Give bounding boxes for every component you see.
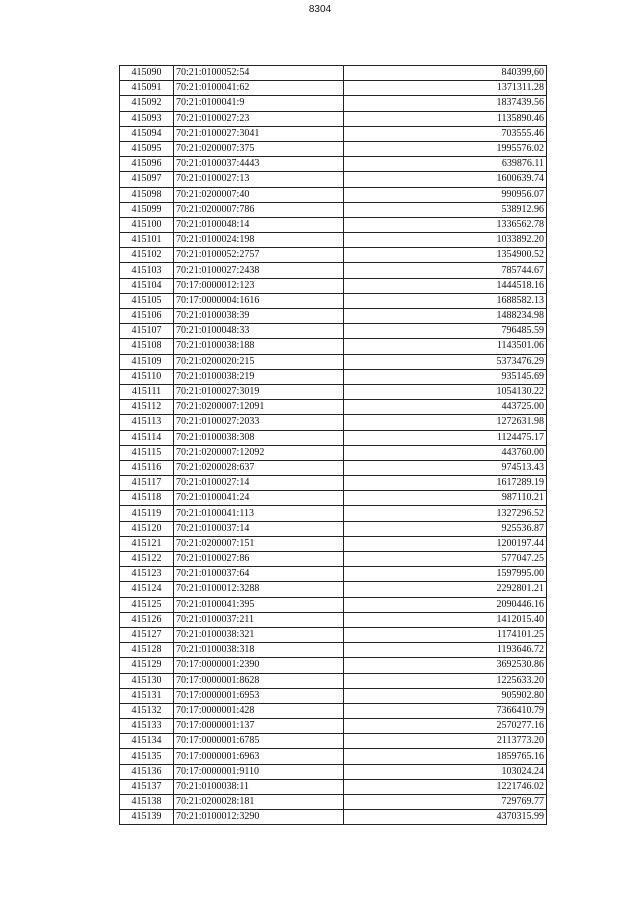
cadastral-value-cell: 935145.69 [344, 369, 547, 384]
table-row [120, 567, 547, 582]
row-id-cell: 415119 [120, 506, 174, 521]
table-row [120, 552, 547, 567]
table-row [120, 233, 547, 248]
row-id-cell: 415090 [120, 66, 174, 81]
table-row [120, 734, 547, 749]
cadastral-value-cell: 905902.80 [344, 688, 547, 703]
cadastral-number-cell: 70:21:0100027:2033 [174, 415, 344, 430]
cadastral-number-cell: 70:21:0100041:395 [174, 597, 344, 612]
cadastral-value-cell: 1272631.98 [344, 415, 547, 430]
table-row [120, 536, 547, 551]
cadastral-value-cell: 1600639.74 [344, 172, 547, 187]
row-id-cell: 415105 [120, 293, 174, 308]
table-row [120, 476, 547, 491]
table-row [120, 749, 547, 764]
row-id-cell: 415103 [120, 263, 174, 278]
cadastral-value-cell: 5373476.29 [344, 354, 547, 369]
cadastral-number-cell: 70:21:0100037:14 [174, 521, 344, 536]
cadastral-value-cell: 1444518.16 [344, 278, 547, 293]
cadastral-number-cell: 70:21:0200007:12092 [174, 445, 344, 460]
row-id-cell: 415122 [120, 552, 174, 567]
cadastral-number-cell: 70:21:0100027:2438 [174, 263, 344, 278]
cadastral-value-cell: 1135890.46 [344, 111, 547, 126]
table-row [120, 172, 547, 187]
cadastral-value-cell: 7366410.79 [344, 703, 547, 718]
cadastral-number-cell: 70:21:0100038:39 [174, 309, 344, 324]
row-id-cell: 415100 [120, 217, 174, 232]
cadastral-number-cell: 70:17:0000001:2390 [174, 658, 344, 673]
row-id-cell: 415125 [120, 597, 174, 612]
table-body [120, 66, 547, 825]
cadastral-number-cell: 70:21:0200028:637 [174, 460, 344, 475]
cadastral-number-cell: 70:21:0100052:54 [174, 66, 344, 81]
cadastral-number-cell: 70:21:0200007:786 [174, 202, 344, 217]
cadastral-value-cell: 443725.00 [344, 400, 547, 415]
cadastral-value-cell: 2113773.20 [344, 734, 547, 749]
row-id-cell: 415133 [120, 719, 174, 734]
row-id-cell: 415135 [120, 749, 174, 764]
cadastral-value-cell: 1124475.17 [344, 430, 547, 445]
cadastral-value-cell: 925536.87 [344, 521, 547, 536]
cadastral-value-cell: 1200197.44 [344, 536, 547, 551]
cadastral-value-cell: 1995576.02 [344, 141, 547, 156]
cadastral-number-cell: 70:21:0200007:12091 [174, 400, 344, 415]
cadastral-number-cell: 70:21:0100037:211 [174, 612, 344, 627]
row-id-cell: 415111 [120, 384, 174, 399]
cadastral-number-cell: 70:21:0100041:62 [174, 81, 344, 96]
table-row [120, 187, 547, 202]
table-row [120, 66, 547, 81]
row-id-cell: 415115 [120, 445, 174, 460]
row-id-cell: 415108 [120, 339, 174, 354]
cadastral-value-cell: 796485.59 [344, 324, 547, 339]
cadastral-value-cell: 1488234.98 [344, 309, 547, 324]
table-row [120, 415, 547, 430]
cadastral-number-cell: 70:21:0200028:181 [174, 795, 344, 810]
cadastral-number-cell: 70:17:0000012:123 [174, 278, 344, 293]
cadastral-number-cell: 70:21:0100038:321 [174, 627, 344, 642]
cadastral-number-cell: 70:21:0100038:188 [174, 339, 344, 354]
row-id-cell: 415120 [120, 521, 174, 536]
table-row [120, 445, 547, 460]
cadastral-value-cell: 1327296.52 [344, 506, 547, 521]
row-id-cell: 415098 [120, 187, 174, 202]
row-id-cell: 415093 [120, 111, 174, 126]
cadastral-value-cell: 577047.25 [344, 552, 547, 567]
cadastral-number-cell: 70:17:0000004:1616 [174, 293, 344, 308]
row-id-cell: 415094 [120, 126, 174, 141]
row-id-cell: 415130 [120, 673, 174, 688]
cadastral-value-cell: 1354900.52 [344, 248, 547, 263]
table-row [120, 369, 547, 384]
table-row [120, 96, 547, 111]
table-row [120, 673, 547, 688]
cadastral-value-cell: 1193646.72 [344, 643, 547, 658]
table-row [120, 157, 547, 172]
cadastral-number-cell: 70:21:0100027:3041 [174, 126, 344, 141]
table-row [120, 612, 547, 627]
table-row [120, 506, 547, 521]
table-row [120, 688, 547, 703]
cadastral-number-cell: 70:21:0200007:151 [174, 536, 344, 551]
cadastral-number-cell: 70:17:0000001:428 [174, 703, 344, 718]
cadastral-value-cell: 1688582.13 [344, 293, 547, 308]
cadastral-value-cell: 538912.96 [344, 202, 547, 217]
row-id-cell: 415117 [120, 476, 174, 491]
row-id-cell: 415113 [120, 415, 174, 430]
table-row [120, 597, 547, 612]
cadastral-number-cell: 70:21:0100048:33 [174, 324, 344, 339]
cadastral-value-cell: 729769.77 [344, 795, 547, 810]
row-id-cell: 415112 [120, 400, 174, 415]
row-id-cell: 415138 [120, 795, 174, 810]
row-id-cell: 415123 [120, 567, 174, 582]
table-row [120, 354, 547, 369]
cadastral-value-cell: 1221746.02 [344, 779, 547, 794]
cadastral-value-table [119, 65, 547, 825]
row-id-cell: 415106 [120, 309, 174, 324]
row-id-cell: 415124 [120, 582, 174, 597]
cadastral-value-cell: 2090446.16 [344, 597, 547, 612]
row-id-cell: 415109 [120, 354, 174, 369]
cadastral-number-cell: 70:21:0100041:9 [174, 96, 344, 111]
row-id-cell: 415121 [120, 536, 174, 551]
cadastral-number-cell: 70:21:0100024:198 [174, 233, 344, 248]
cadastral-number-cell: 70:21:0100012:3290 [174, 810, 344, 825]
table-row [120, 400, 547, 415]
row-id-cell: 415128 [120, 643, 174, 658]
row-id-cell: 415137 [120, 779, 174, 794]
cadastral-value-cell: 1174101.25 [344, 627, 547, 642]
table-row [120, 202, 547, 217]
cadastral-number-cell: 70:21:0100041:113 [174, 506, 344, 521]
row-id-cell: 415131 [120, 688, 174, 703]
cadastral-value-cell: 1054130.22 [344, 384, 547, 399]
cadastral-value-cell: 1837439.56 [344, 96, 547, 111]
cadastral-value-cell: 1617289.19 [344, 476, 547, 491]
table-row [120, 719, 547, 734]
cadastral-value-cell: 2292801.21 [344, 582, 547, 597]
cadastral-value-cell: 1225633.20 [344, 673, 547, 688]
cadastral-number-cell: 70:17:0000001:137 [174, 719, 344, 734]
cadastral-value-cell: 103024.24 [344, 764, 547, 779]
cadastral-number-cell: 70:21:0100037:64 [174, 567, 344, 582]
table-row [120, 643, 547, 658]
cadastral-number-cell: 70:21:0100038:11 [174, 779, 344, 794]
row-id-cell: 415104 [120, 278, 174, 293]
cadastral-value-cell: 1859765.16 [344, 749, 547, 764]
table-row [120, 324, 547, 339]
cadastral-number-cell: 70:17:0000001:8628 [174, 673, 344, 688]
table-row [120, 141, 547, 156]
table-row [120, 248, 547, 263]
cadastral-value-cell: 1371311.28 [344, 81, 547, 96]
cadastral-value-cell: 703555.46 [344, 126, 547, 141]
cadastral-number-cell: 70:21:0100027:13 [174, 172, 344, 187]
row-id-cell: 415114 [120, 430, 174, 445]
table-row [120, 810, 547, 825]
cadastral-value-cell: 840399,60 [344, 66, 547, 81]
table-row [120, 491, 547, 506]
row-id-cell: 415096 [120, 157, 174, 172]
cadastral-number-cell: 70:21:0100027:3019 [174, 384, 344, 399]
table-row [120, 278, 547, 293]
cadastral-number-cell: 70:21:0100038:318 [174, 643, 344, 658]
cadastral-number-cell: 70:21:0100027:23 [174, 111, 344, 126]
row-id-cell: 415101 [120, 233, 174, 248]
cadastral-number-cell: 70:21:0200007:375 [174, 141, 344, 156]
row-id-cell: 415132 [120, 703, 174, 718]
table-row [120, 293, 547, 308]
cadastral-number-cell: 70:17:0000001:9110 [174, 764, 344, 779]
cadastral-number-cell: 70:21:0100012:3288 [174, 582, 344, 597]
table-row [120, 126, 547, 141]
cadastral-value-cell: 639876.11 [344, 157, 547, 172]
cadastral-number-cell: 70:21:0200020:215 [174, 354, 344, 369]
cadastral-number-cell: 70:17:0000001:6785 [174, 734, 344, 749]
cadastral-value-cell: 443760.00 [344, 445, 547, 460]
table-row [120, 658, 547, 673]
row-id-cell: 415136 [120, 764, 174, 779]
table-row [120, 703, 547, 718]
row-id-cell: 415139 [120, 810, 174, 825]
table-row [120, 521, 547, 536]
cadastral-value-cell: 2570277.16 [344, 719, 547, 734]
cadastral-number-cell: 70:17:0000001:6963 [174, 749, 344, 764]
table-row [120, 430, 547, 445]
cadastral-number-cell: 70:21:0100027:14 [174, 476, 344, 491]
table-row [120, 779, 547, 794]
row-id-cell: 415118 [120, 491, 174, 506]
cadastral-value-cell: 990956.07 [344, 187, 547, 202]
row-id-cell: 415127 [120, 627, 174, 642]
cadastral-value-cell: 4370315.99 [344, 810, 547, 825]
row-id-cell: 415134 [120, 734, 174, 749]
row-id-cell: 415097 [120, 172, 174, 187]
cadastral-value-cell: 785744.67 [344, 263, 547, 278]
table-row [120, 460, 547, 475]
table-row [120, 309, 547, 324]
table-row [120, 764, 547, 779]
cadastral-number-cell: 70:17:0000001:6953 [174, 688, 344, 703]
cadastral-value-cell: 1597995.00 [344, 567, 547, 582]
cadastral-number-cell: 70:21:0100052:2757 [174, 248, 344, 263]
cadastral-value-cell: 974513.43 [344, 460, 547, 475]
table-row [120, 582, 547, 597]
row-id-cell: 415102 [120, 248, 174, 263]
table-row [120, 81, 547, 96]
cadastral-value-cell: 3692530.86 [344, 658, 547, 673]
row-id-cell: 415110 [120, 369, 174, 384]
row-id-cell: 415129 [120, 658, 174, 673]
cadastral-number-cell: 70:21:0100037:4443 [174, 157, 344, 172]
row-id-cell: 415091 [120, 81, 174, 96]
row-id-cell: 415095 [120, 141, 174, 156]
row-id-cell: 415116 [120, 460, 174, 475]
cadastral-value-cell: 1336562.78 [344, 217, 547, 232]
page-number: 8304 [308, 4, 332, 15]
row-id-cell: 415126 [120, 612, 174, 627]
row-id-cell: 415092 [120, 96, 174, 111]
cadastral-number-cell: 70:21:0100041:24 [174, 491, 344, 506]
table-row [120, 384, 547, 399]
cadastral-value-cell: 1143501.06 [344, 339, 547, 354]
table-row [120, 795, 547, 810]
cadastral-number-cell: 70:21:0200007:40 [174, 187, 344, 202]
table-row [120, 263, 547, 278]
table-row [120, 217, 547, 232]
row-id-cell: 415099 [120, 202, 174, 217]
cadastral-number-cell: 70:21:0100048:14 [174, 217, 344, 232]
cadastral-value-cell: 1033892.20 [344, 233, 547, 248]
cadastral-number-cell: 70:21:0100027:86 [174, 552, 344, 567]
cadastral-number-cell: 70:21:0100038:219 [174, 369, 344, 384]
cadastral-value-cell: 987110.21 [344, 491, 547, 506]
table-row [120, 339, 547, 354]
row-id-cell: 415107 [120, 324, 174, 339]
table-row [120, 627, 547, 642]
cadastral-number-cell: 70:21:0100038:308 [174, 430, 344, 445]
table-row [120, 111, 547, 126]
cadastral-value-cell: 1412015.40 [344, 612, 547, 627]
